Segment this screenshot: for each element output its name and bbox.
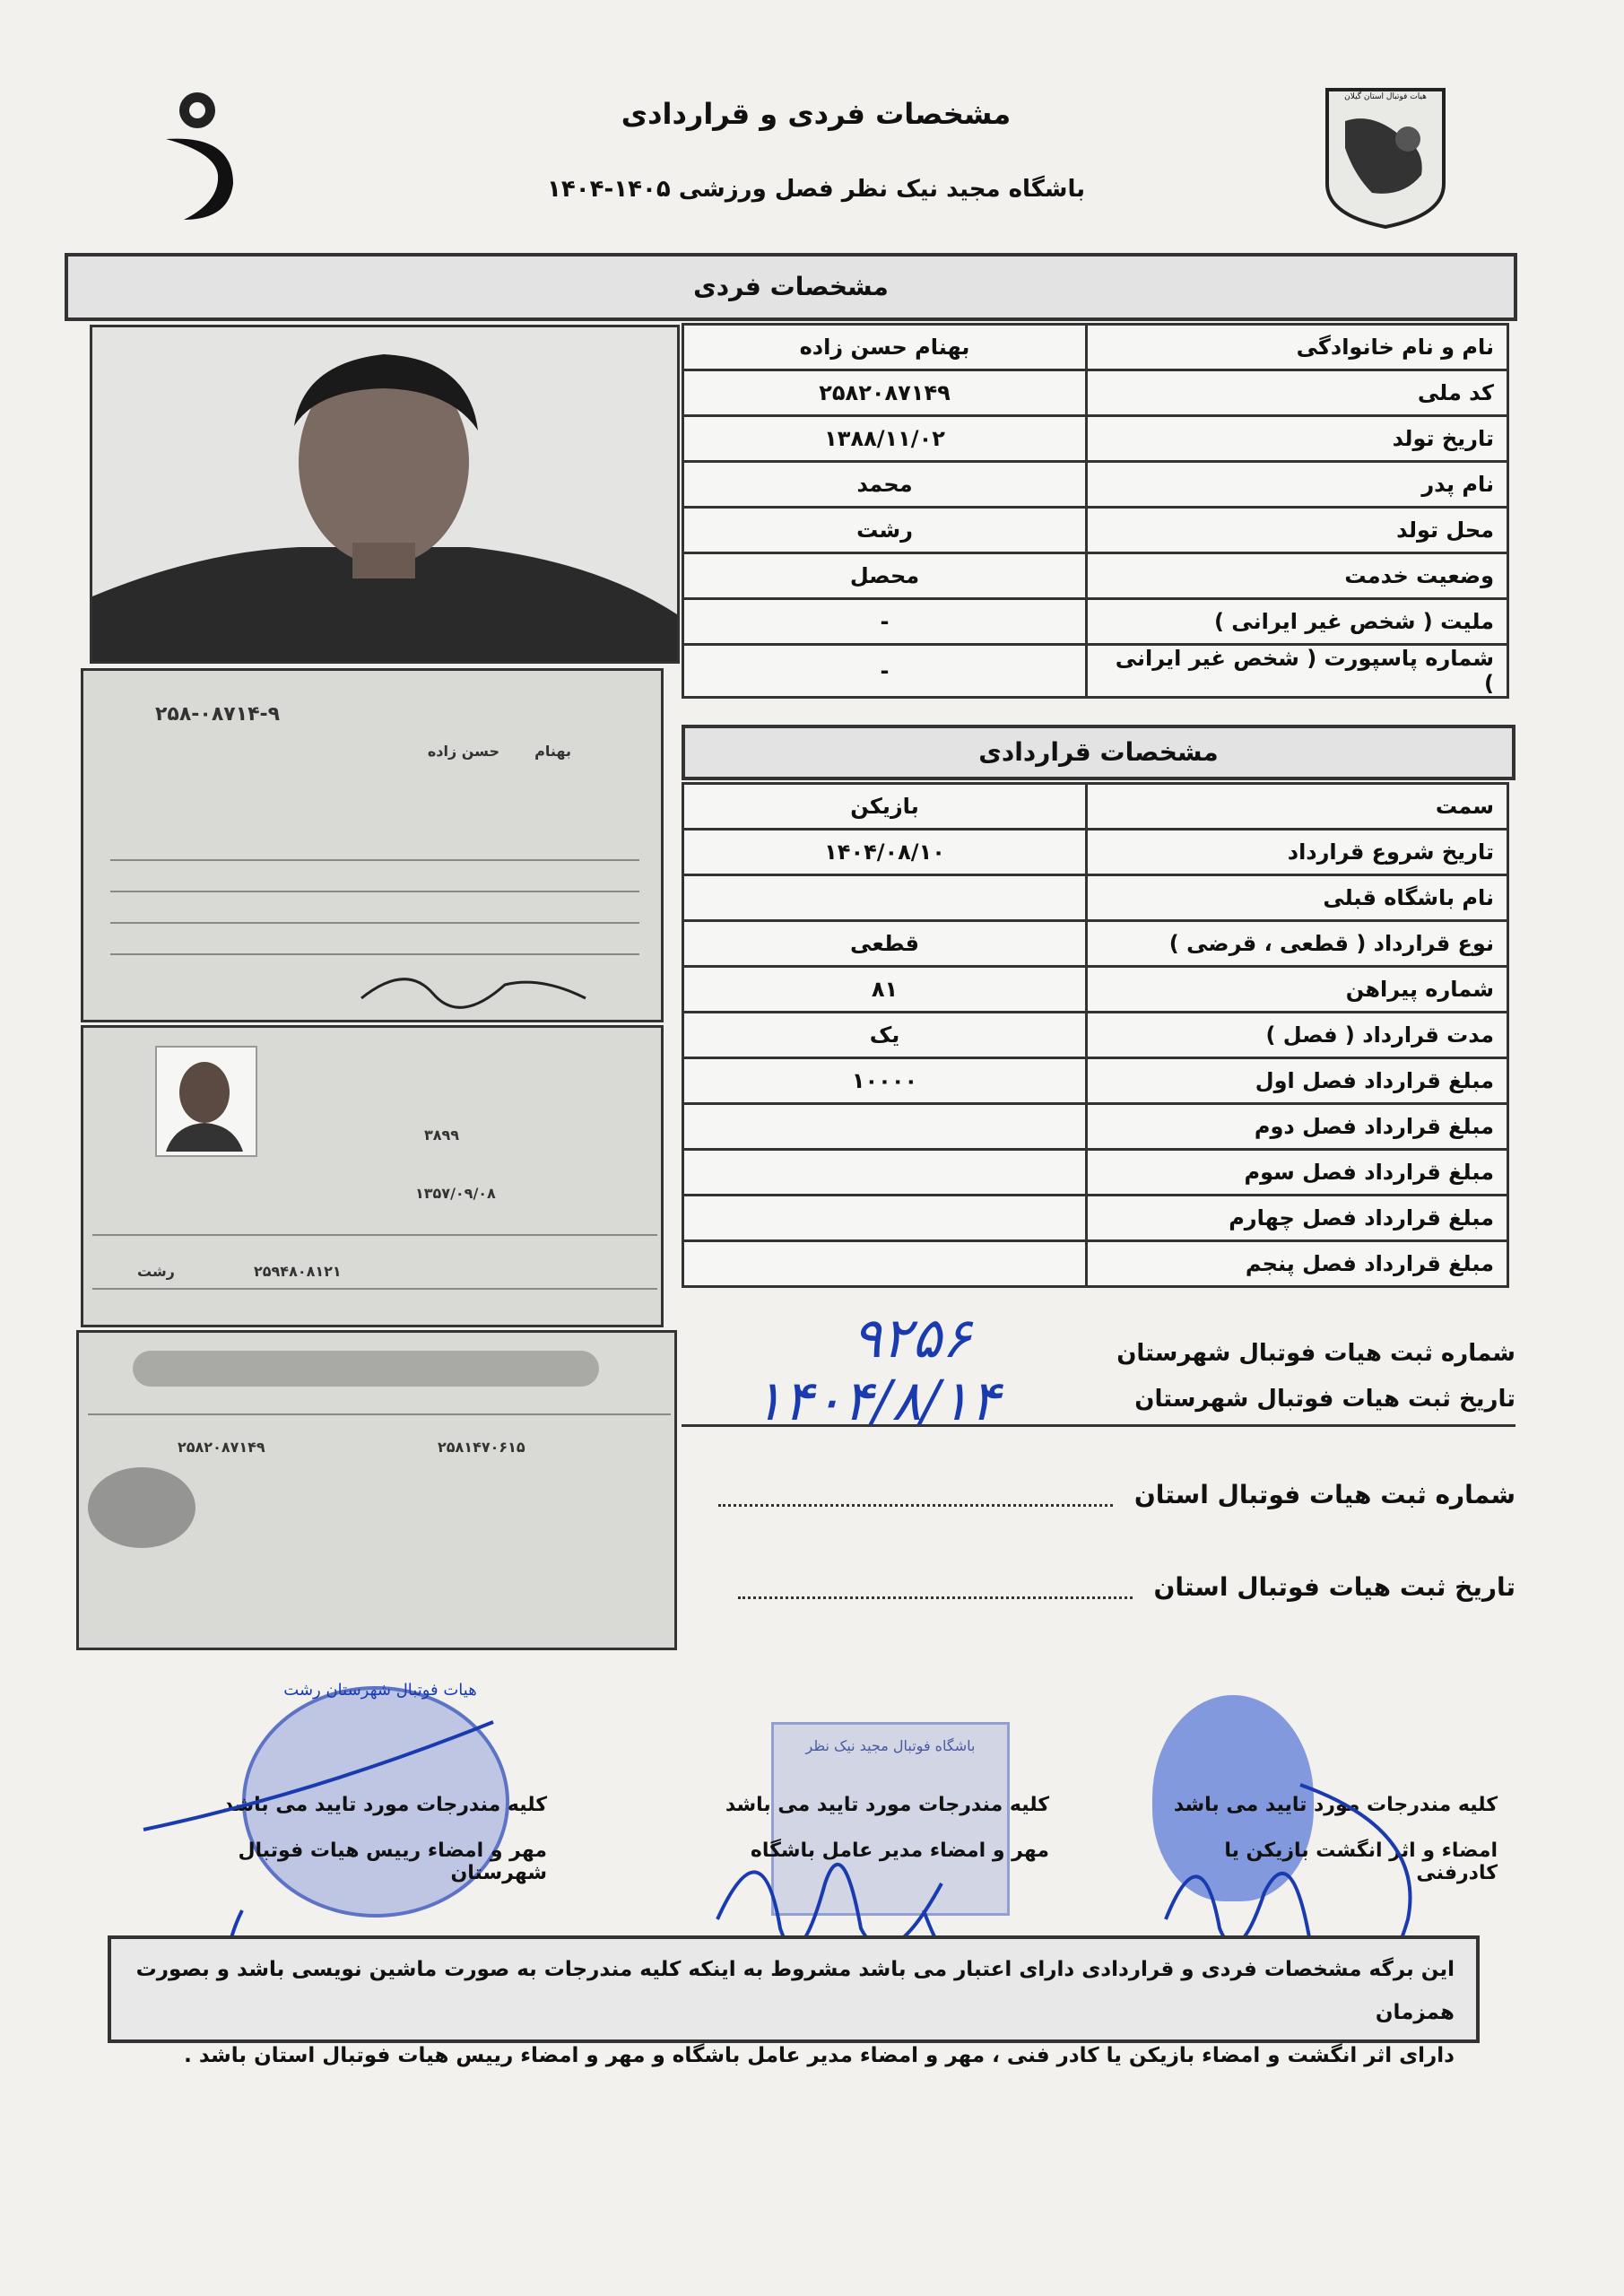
value-military-status: محصل [683, 553, 1087, 599]
value-father-name: محمد [683, 462, 1087, 508]
value-amount-season-3 [683, 1150, 1087, 1196]
label-amount-season-1: مبلغ قرارداد فصل اول [1087, 1058, 1508, 1104]
value-position: بازیکن [683, 784, 1087, 830]
table-row [683, 830, 1508, 875]
province-registration-date-field[interactable] [738, 1578, 1133, 1599]
label-contract-duration: مدت قرارداد ( فصل ) [1087, 1013, 1508, 1058]
scan-line [92, 1288, 657, 1290]
scan-line [92, 1234, 657, 1236]
federation-shield-icon [1318, 85, 1453, 229]
province-registration-number-label: شماره ثبت هیات فوتبال استان [1133, 1480, 1515, 1509]
label-father-name: نام پدر [1087, 462, 1508, 508]
scan-father-city: رشت [137, 1263, 175, 1280]
personal-section-title: مشخصات فردی [65, 253, 1517, 321]
province-registration-date-label: تاریخ ثبت هیات فوتبال استان [1153, 1572, 1515, 1602]
right-logo-text: هیات فوتبال استان گیلان [1344, 92, 1427, 101]
scan-booklet-code-1: ۲۵۸۲۰۸۷۱۴۹ [178, 1439, 265, 1456]
scan-id-number: ۲۵۸-۰۸۷۱۴-۹ [155, 703, 281, 726]
handwritten-city-number: ۹۲۵۶ [852, 1305, 972, 1370]
scan-booklet-code-2: ۲۵۸۱۴۷۰۶۱۵ [438, 1439, 525, 1456]
father-photo [155, 1046, 257, 1157]
birth-certificate-scan [81, 668, 664, 1022]
club-stamp-text: باشگاه فوتبال مجید نیک نظر [805, 1737, 976, 1754]
document-subtitle: باشگاه مجید نیک نظر فصل ورزشی ۱۴۰۵-۱۴۰۴ [547, 176, 1085, 203]
player-signature-line2: امضاء و اثر انگشت بازیکن یا کادرفنی [1224, 1839, 1498, 1884]
player-photo [90, 325, 680, 664]
booklet-ornament-band [133, 1351, 599, 1387]
contract-section-title: مشخصات قراردادی [682, 725, 1515, 780]
scan-line [110, 891, 639, 892]
province-registration-date-row [717, 1572, 1515, 1602]
family-booklet-scan [76, 1330, 677, 1650]
table-row [683, 508, 1508, 553]
table-row [683, 1058, 1508, 1104]
father-id-scan [81, 1025, 664, 1327]
value-passport: - [683, 645, 1087, 698]
scan-id-name: بهنام [534, 743, 571, 760]
label-contract-start: تاریخ شروع قرارداد [1087, 830, 1508, 875]
label-birth-place: محل تولد [1087, 508, 1508, 553]
scan-line [110, 953, 639, 955]
footer-line-2: دارای اثر انگشت و امضاء بازیکن یا کادر فنی ، مهر و امضاء مدیر عامل باشگاه و مهر و امضاء رییس هیات فوتبال استان باشد . [184, 2044, 1455, 2067]
club-signature-line2: مهر و امضاء مدیر عامل باشگاه [750, 1839, 1049, 1862]
player-signature-line1: کلیه مندرجات مورد تایید می باشد [1173, 1794, 1498, 1816]
value-full-name: بهنام حسن زاده [683, 325, 1087, 370]
scan-father-id: ۳۸۹۹ [424, 1126, 460, 1144]
value-amount-season-5 [683, 1241, 1087, 1287]
handwritten-city-date: ۱۴۰۴/۸/۱۴ [753, 1368, 1000, 1433]
label-birth-date: تاریخ تولد [1087, 416, 1508, 462]
value-nationality: - [683, 599, 1087, 645]
scan-line [110, 859, 639, 861]
table-row [683, 416, 1508, 462]
label-amount-season-3: مبلغ قرارداد فصل سوم [1087, 1150, 1508, 1196]
table-row [683, 967, 1508, 1013]
label-previous-club: نام باشگاه قبلی [1087, 875, 1508, 921]
father-portrait-icon [157, 1048, 252, 1152]
table-row [683, 1196, 1508, 1241]
label-full-name: نام و نام خانوادگی [1087, 325, 1508, 370]
label-nationality: ملیت ( شخص غیر ایرانی ) [1087, 599, 1508, 645]
table-row [683, 1104, 1508, 1150]
scan-line [88, 1413, 671, 1415]
table-row [683, 921, 1508, 967]
personal-table [682, 323, 1509, 699]
value-amount-season-1: ۱۰۰۰۰ [683, 1058, 1087, 1104]
scan-id-family: حسن زاده [427, 743, 499, 760]
table-row [683, 875, 1508, 921]
scan-father-code: ۲۵۹۴۸۰۸۱۲۱ [254, 1263, 342, 1280]
province-registration-number-field[interactable] [718, 1486, 1113, 1507]
value-contract-duration: یک [683, 1013, 1087, 1058]
document-title: مشخصات فردی و قراردادی [621, 97, 1012, 131]
table-row [683, 1150, 1508, 1196]
table-row [683, 1013, 1508, 1058]
table-row [683, 553, 1508, 599]
footer-line-1: این برگه مشخصات فردی و قراردادی دارای اعتبار می باشد مشروط به اینکه کلیه مندرجات به صورت ماشین نویسی باشد و بصورت همزمان [135, 1958, 1455, 2024]
city-registration-number-label: شماره ثبت هیات فوتبال شهرستان [1116, 1340, 1515, 1367]
city-signature-line1: کلیه مندرجات مورد تایید می باشد [222, 1794, 547, 1816]
value-contract-type: قطعی [683, 921, 1087, 967]
table-row [683, 325, 1508, 370]
value-national-code: ۲۵۸۲۰۸۷۱۴۹ [683, 370, 1087, 416]
city-signature-line2: مهر و امضاء رییس هیات فوتبال شهرستان [238, 1839, 547, 1884]
city-registration-date-label: تاریخ ثبت هیات فوتبال شهرستان [1134, 1386, 1515, 1413]
footer-note [108, 1935, 1480, 2067]
label-position: سمت [1087, 784, 1508, 830]
booklet-ornament [88, 1467, 195, 1548]
label-shirt-number: شماره پیراهن [1087, 967, 1508, 1013]
label-amount-season-5: مبلغ قرارداد فصل پنجم [1087, 1241, 1508, 1287]
football-logo-icon [148, 85, 256, 229]
table-row [683, 462, 1508, 508]
scan-line [110, 922, 639, 924]
table-row [683, 645, 1508, 698]
player-portrait-icon [92, 327, 677, 661]
label-contract-type: نوع قرارداد ( قطعی ، قرضی ) [1087, 921, 1508, 967]
scan-signature-icon [352, 958, 604, 1012]
value-birth-place: رشت [683, 508, 1087, 553]
label-military-status: وضعیت خدمت [1087, 553, 1508, 599]
table-row [683, 784, 1508, 830]
label-amount-season-4: مبلغ قرارداد فصل چهارم [1087, 1196, 1508, 1241]
value-amount-season-2 [683, 1104, 1087, 1150]
contract-table [682, 782, 1509, 1288]
table-row [683, 599, 1508, 645]
value-amount-season-4 [683, 1196, 1087, 1241]
club-signature-line1: کلیه مندرجات مورد تایید می باشد [725, 1794, 1049, 1816]
city-stamp-text: هیات فوتبال شهرستان رشت [283, 1681, 477, 1700]
label-national-code: کد ملی [1087, 370, 1508, 416]
table-row [683, 370, 1508, 416]
value-contract-start: ۱۴۰۴/۰۸/۱۰ [683, 830, 1087, 875]
province-registration-number-row [717, 1480, 1515, 1509]
right-logo [1318, 85, 1453, 229]
left-logo [148, 85, 256, 229]
label-amount-season-2: مبلغ قرارداد فصل دوم [1087, 1104, 1508, 1150]
table-row [683, 1241, 1508, 1287]
value-shirt-number: ۸۱ [683, 967, 1087, 1013]
value-birth-date: ۱۳۸۸/۱۱/۰۲ [683, 416, 1087, 462]
scan-father-date: ۱۳۵۷/۰۹/۰۸ [415, 1185, 496, 1202]
value-previous-club [683, 875, 1087, 921]
label-passport: شماره پاسپورت ( شخص غیر ایرانی ) [1087, 645, 1508, 698]
